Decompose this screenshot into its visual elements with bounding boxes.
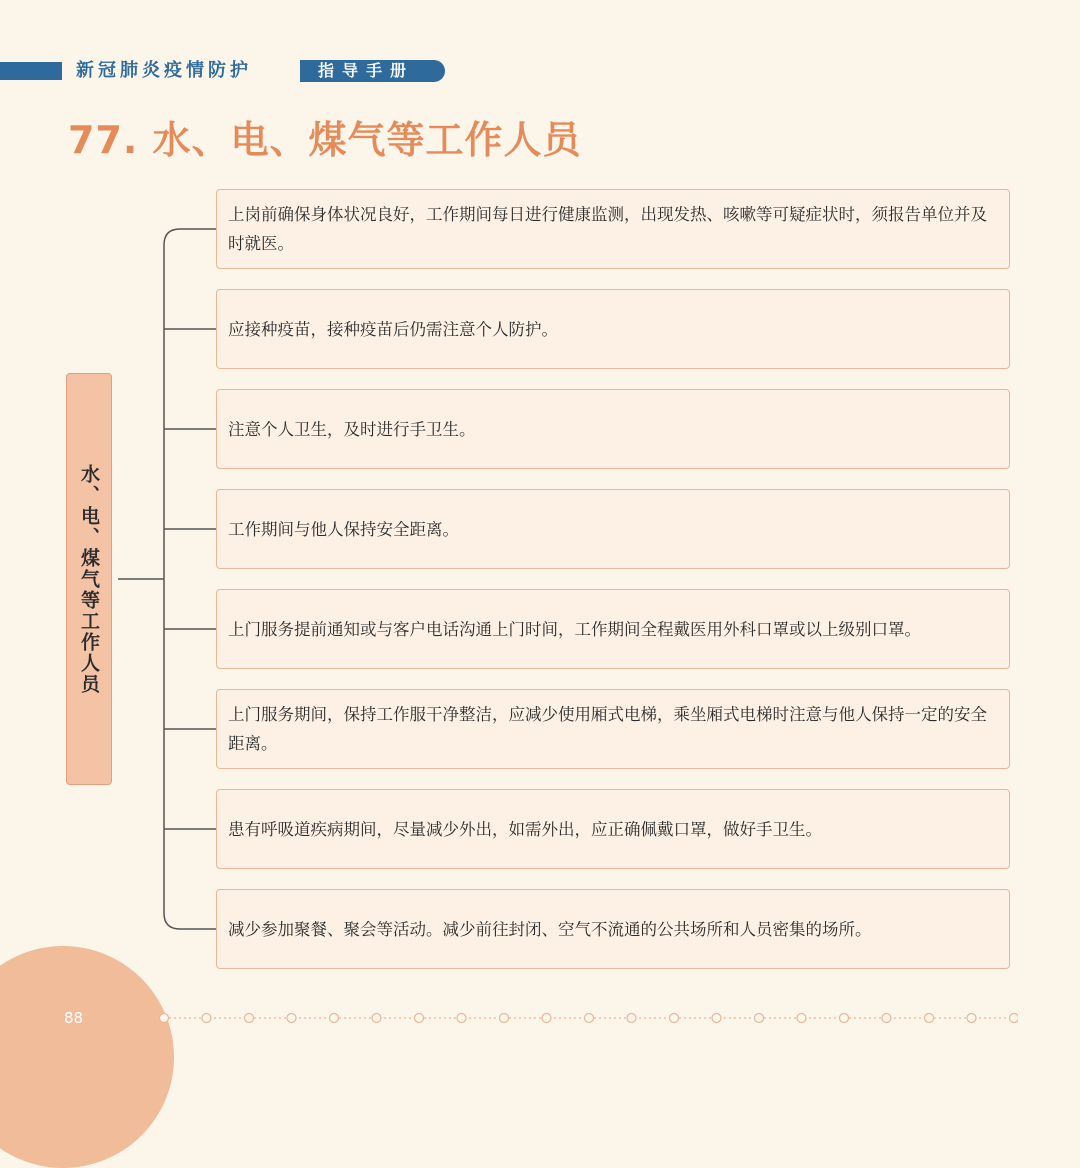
divider-circle <box>160 1014 169 1023</box>
guideline-text: 减少参加聚餐、聚会等活动。减少前往封闭、空气不流通的公共场所和人员密集的场所。 <box>228 919 872 939</box>
guideline-item <box>216 889 1010 969</box>
guideline-text: 上门服务提前通知或与客户电话沟通上门时间，工作期间全程戴医用外科口罩或以上级别口罩。 <box>228 619 921 639</box>
guideline-item <box>216 189 1010 269</box>
divider-circle <box>1010 1014 1019 1023</box>
guideline-item <box>216 589 1010 669</box>
divider-circle <box>967 1014 976 1023</box>
divider-circle <box>245 1014 254 1023</box>
guideline-text: 应接种疫苗，接种疫苗后仍需注意个人防护。 <box>228 319 558 339</box>
page-number: 88 <box>64 1009 84 1027</box>
guideline-text: 工作期间与他人保持安全距离。 <box>228 519 459 539</box>
divider-circle <box>755 1014 764 1023</box>
category-label-box <box>66 373 112 785</box>
guideline-item <box>216 389 1010 469</box>
header-title: 新冠肺炎疫情防护 <box>76 60 252 81</box>
page-title: 77. 水、电、煤气等工作人员 <box>68 118 582 162</box>
guideline-item <box>216 789 1010 869</box>
divider-circle <box>287 1014 296 1023</box>
page-number-circle <box>0 946 174 1168</box>
footer-dotted-divider <box>158 1010 1018 1026</box>
header-accent-bar <box>0 62 62 80</box>
divider-circle <box>712 1014 721 1023</box>
divider-circle <box>882 1014 891 1023</box>
guideline-item <box>216 289 1010 369</box>
divider-circle <box>797 1014 806 1023</box>
header-pill-label: 指导手册 <box>300 60 445 82</box>
divider-circle <box>415 1014 424 1023</box>
divider-circle <box>202 1014 211 1023</box>
divider-circle <box>627 1014 636 1023</box>
guideline-item <box>216 689 1010 769</box>
connector-spine <box>164 229 216 929</box>
guideline-text: 上门服务期间，保持工作服干净整洁，应减少使用厢式电梯，乘坐厢式电梯时注意与他人保持一定的安全距离。 <box>228 705 987 753</box>
category-label: 水、电、煤气等工作人员 <box>78 463 100 695</box>
guideline-item <box>216 489 1010 569</box>
divider-circle <box>457 1014 466 1023</box>
divider-circle <box>925 1014 934 1023</box>
guideline-text: 患有呼吸道疾病期间，尽量减少外出，如需外出，应正确佩戴口罩，做好手卫生。 <box>228 819 822 839</box>
divider-circle <box>330 1014 339 1023</box>
divider-circle <box>840 1014 849 1023</box>
divider-circle <box>585 1014 594 1023</box>
divider-circle <box>372 1014 381 1023</box>
divider-circle <box>542 1014 551 1023</box>
divider-circle <box>670 1014 679 1023</box>
divider-circle <box>500 1014 509 1023</box>
guideline-text: 上岗前确保身体状况良好，工作期间每日进行健康监测，出现发热、咳嗽等可疑症状时，须报告单位并及时就医。 <box>228 205 987 253</box>
guideline-text: 注意个人卫生，及时进行手卫生。 <box>228 419 476 439</box>
